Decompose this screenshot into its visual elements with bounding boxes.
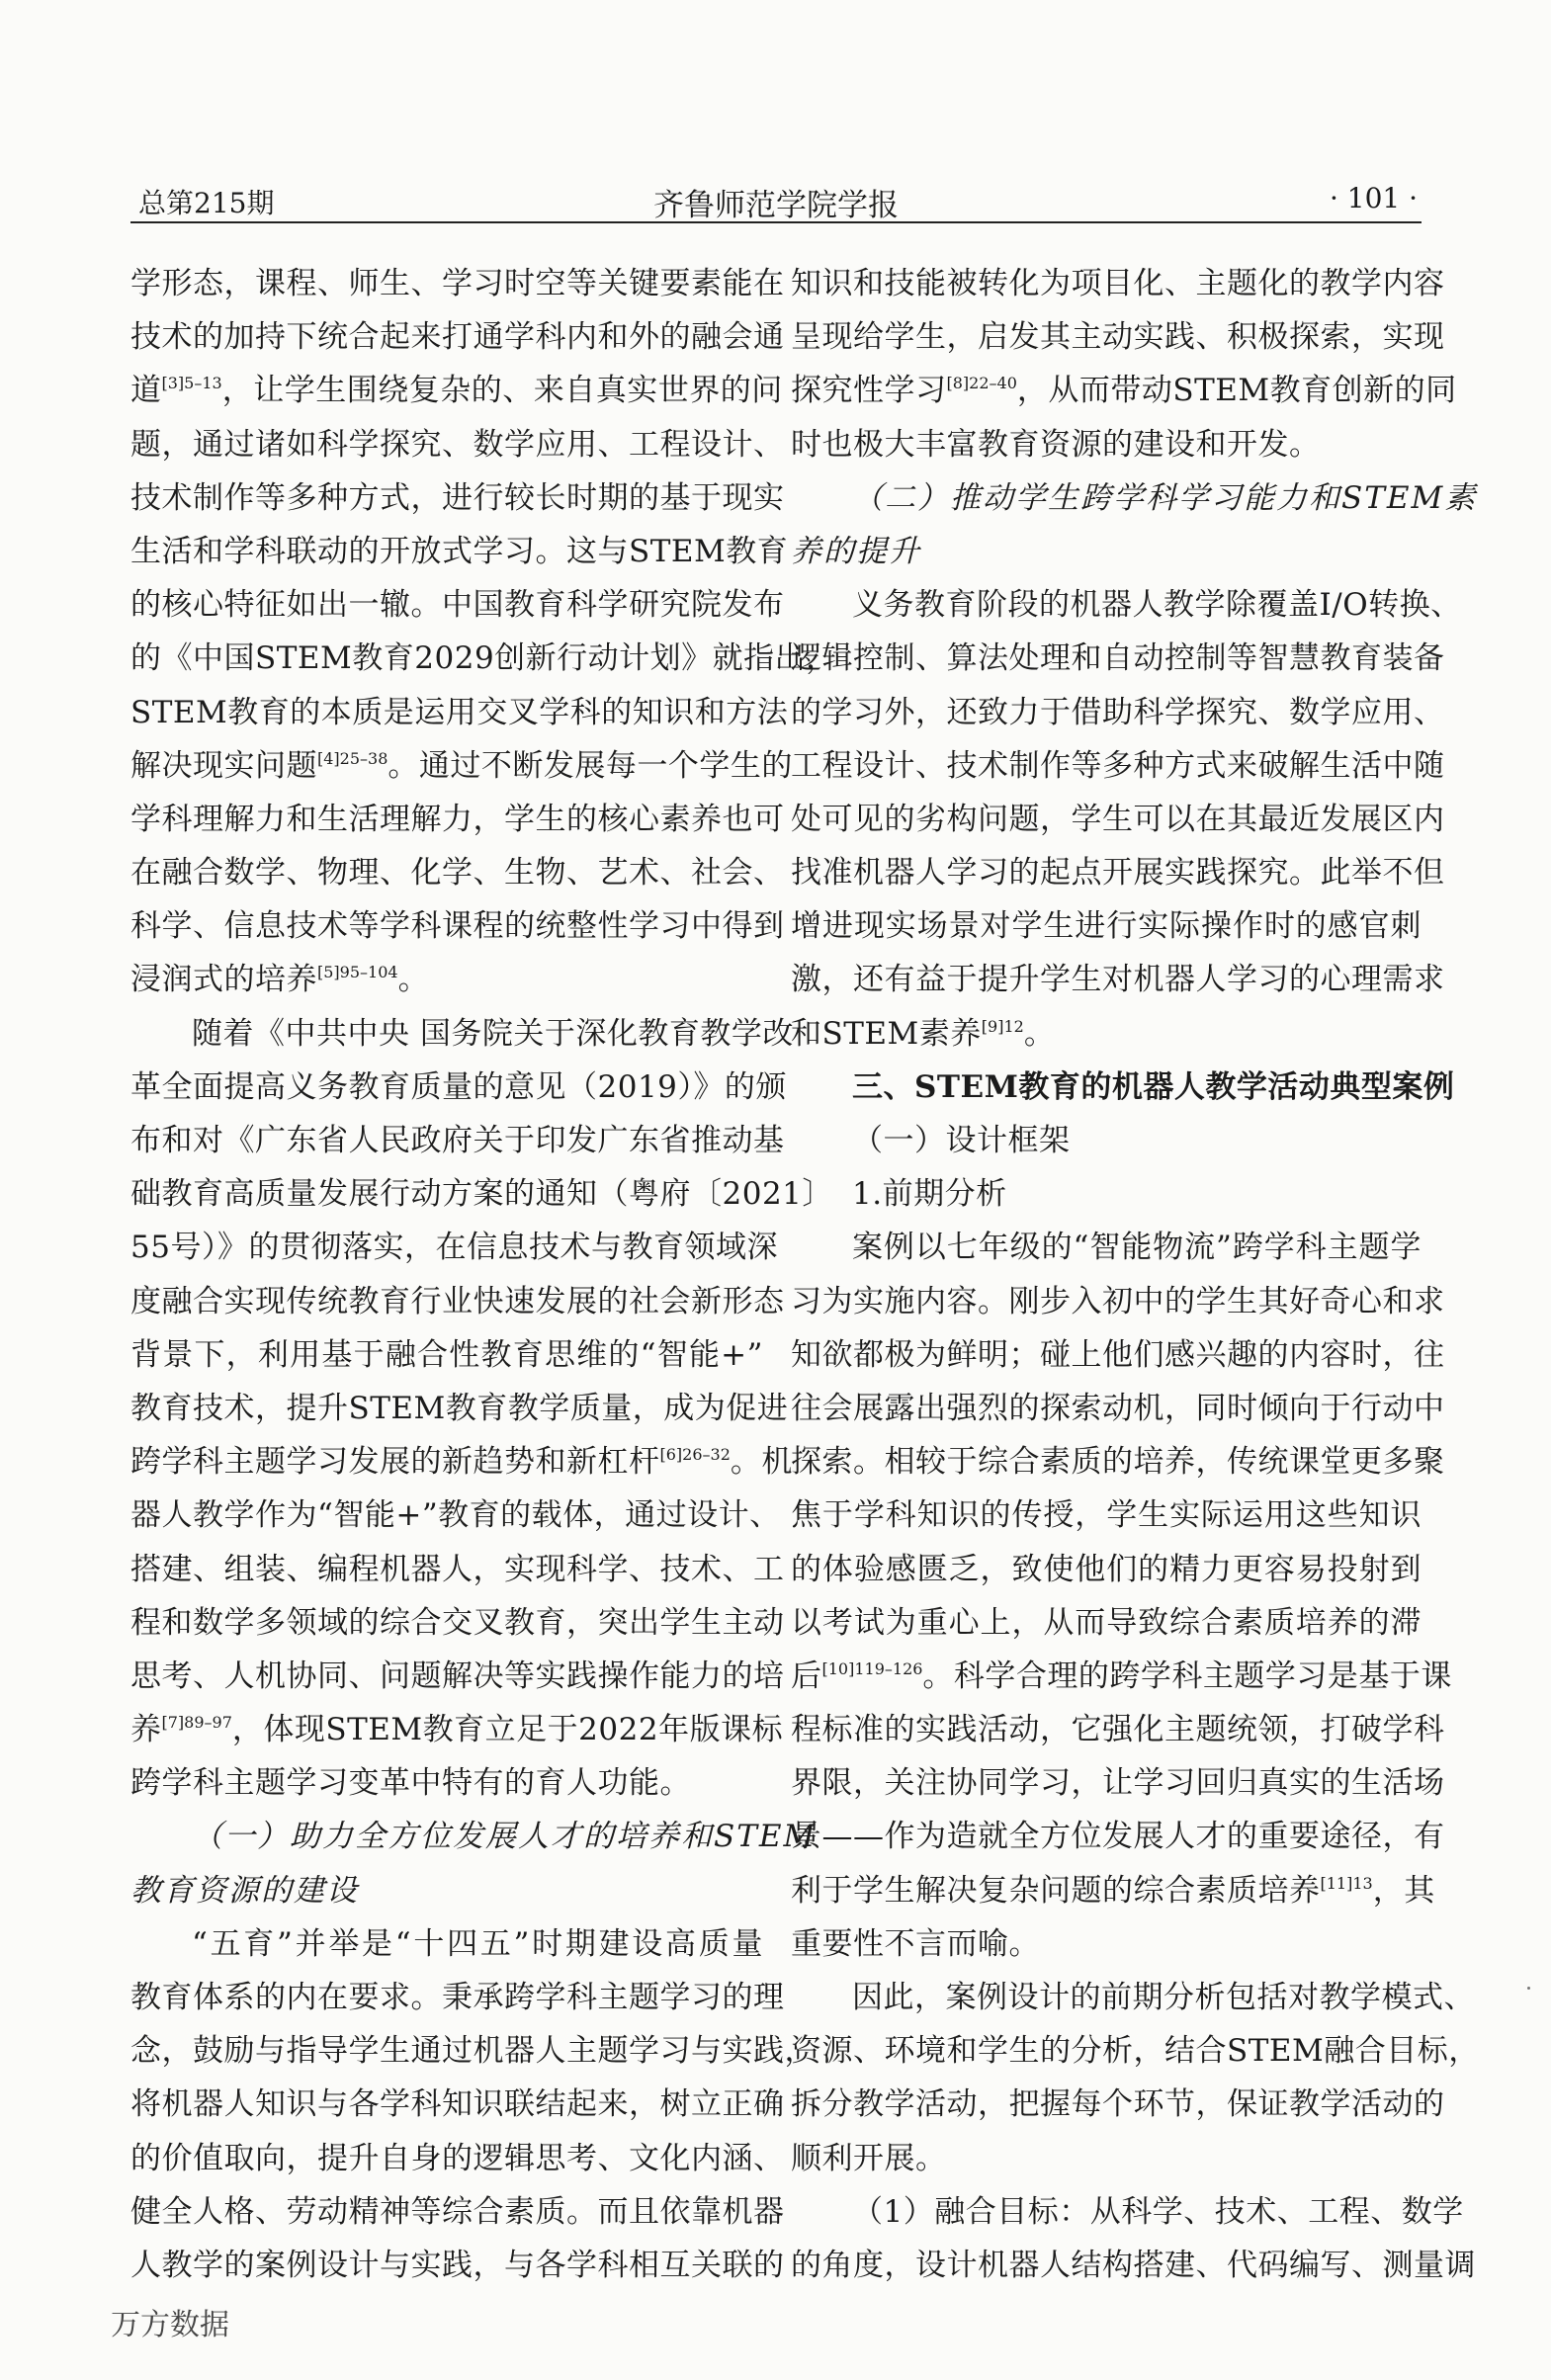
text-line [791,1703,1445,1756]
text-line [130,899,785,953]
line-text: “五育”并举是“十四五”时期建设高质量 [192,1925,763,1962]
text-line [130,1221,778,1274]
line-text-cont: 。科学合理的跨学科主题学习是基于课 [922,1658,1452,1694]
text-line [791,686,1445,739]
citation-ref: [10]119–126 [821,1658,923,1678]
text-line [791,471,1478,525]
text-line [791,899,1422,953]
line-text: 学形态，课程、师生、学习时空等关键要素能在 [130,266,785,301]
text-line [791,1971,1475,2024]
line-text: 背景下，利用基于融合性教育思维的“智能+” [130,1336,763,1373]
text-line [130,257,785,310]
line-text: （一）助力全方位发展人才的培养和STEM [192,1819,818,1855]
text-line [130,1061,787,1114]
running-header [130,178,1422,223]
line-text: 资源、环境和学生的分析，结合STEM融合目标， [791,2033,1480,2070]
line-text: 教育资源的建设 [130,1872,359,1909]
line-text: 念，鼓励与指导学生通过机器人主题学习与实践， [130,2033,816,2070]
text-line [791,953,1445,1006]
line-text: 逻辑控制、算法处理和自动控制等智慧教育装备 [791,640,1445,677]
line-text: 三、STEM教育的机器人教学活动典型案例 [852,1068,1455,1105]
text-line [791,310,1445,364]
text-line [791,1435,1445,1488]
citation-ref: [9]12 [981,1016,1024,1036]
line-text: 础教育高质量发展行动方案的通知（粤府〔2021〕 [130,1176,833,1213]
line-text: 重要性不言而喻。 [791,1925,1040,1962]
text-line [130,2132,785,2185]
text-line [791,1221,1422,1274]
line-text-cont: 。 [1023,1015,1056,1052]
text-line [130,953,763,1006]
line-text: 因此，案例设计的前期分析包括对教学模式、 [852,1980,1475,2015]
line-text: （一）设计框架 [852,1123,1071,1158]
text-line [130,632,837,685]
text-line [130,793,785,846]
text-line [130,1167,833,1221]
text-line [130,1971,785,2024]
line-text: 义务教育阶段的机器人教学除覆盖I/O转换、 [852,587,1462,624]
line-text: 道 [130,373,162,409]
text-line [130,1650,785,1703]
line-text: 浸润式的培养 [130,962,317,998]
text-line [791,1382,1445,1435]
text-line [791,1114,1422,1167]
line-text: 布和对《广东省人民政府关于印发广东省推动基 [130,1123,785,1158]
text-line [791,1488,1422,1542]
line-text: 拆分教学活动，把握每个环节，保证教学活动的 [791,2086,1445,2123]
journal-title: 齐鲁师范学院学报 [653,188,899,223]
line-text: 搭建、组装、编程机器人，实现科学、技术、工 [130,1551,785,1587]
line-text-cont: 。 [397,962,430,998]
line-text: 教育体系的内在要求。秉承跨学科主题学习的理 [130,1980,785,2015]
text-line [791,2239,1476,2292]
text-line [791,1543,1422,1596]
line-text: 跨学科主题学习发展的新趋势和新杠杆 [130,1444,660,1481]
text-line [791,364,1457,417]
line-text: 科学、信息技术等学科课程的统整性学习中得到 [130,908,785,945]
citation-ref: [4]25–38 [317,748,388,768]
text-line [130,2078,785,2131]
page-number: · 101 · [1329,182,1418,214]
line-text-cont: ，让学生围绕复杂的、来自真实世界的问 [221,373,783,409]
line-text: 的学习外，还致力于借助科学探究、数学应用、 [791,694,1445,730]
text-line [130,1488,781,1542]
line-text: 1.前期分析 [852,1176,1007,1213]
text-line [791,1167,1422,1221]
text-line [130,1810,818,1863]
line-text: 教育技术，提升STEM教育教学质量，成为促进 [130,1390,789,1426]
line-text-cont: 。通过不断发展每一个学生的 [388,747,793,784]
line-text: 案例以七年级的“智能物流”跨学科主题学 [852,1230,1422,1266]
text-line [791,739,1445,793]
text-line [791,578,1462,632]
line-text-cont: ，其 [1372,1872,1435,1909]
line-text: 探究性学习 [791,373,947,409]
line-text-cont: ，从而带动STEM教育创新的同 [1016,373,1457,409]
line-text: 养 [130,1712,162,1748]
line-text: 的价值取向，提升自身的逻辑思考、文化内涵、 [130,2140,785,2176]
line-text: 利于学生解决复杂问题的综合素质培养 [791,1872,1321,1909]
text-line [130,2024,816,2078]
line-text: 的体验感匮乏，致使他们的精力更容易投射到 [791,1551,1422,1587]
text-line [130,1435,793,1488]
citation-ref: [3]5–13 [161,374,222,393]
line-text: 找准机器人学习的起点开展实践探究。此举不但 [791,855,1445,892]
text-line [130,578,785,632]
line-text: （1）融合目标：从科学、技术、工程、数学 [852,2193,1464,2230]
line-text: 的核心特征如出一辙。中国教育科学研究院发布 [130,587,785,624]
line-text: 题，通过诸如科学探究、数学应用、工程设计、 [130,426,785,463]
citation-ref: [5]95–104 [317,963,398,982]
text-line [130,471,785,525]
line-text: 器人教学作为“智能+”教育的载体，通过设计、 [130,1497,781,1534]
line-text: 习为实施内容。刚步入初中的学生其好奇心和求 [791,1283,1445,1319]
line-text-cont: 。机 [730,1444,793,1481]
line-text: 人教学的案例设计与实践，与各学科相互关联的 [130,2247,785,2283]
text-line [130,310,785,364]
text-line [130,2239,785,2292]
text-line [791,1864,1435,1917]
line-text: 革全面提高义务教育质量的意见（2019）》的颁 [130,1068,787,1105]
line-text: 思考、人机协同、问题解决等实践操作能力的培 [130,1658,785,1694]
line-text-cont: ，体现STEM教育立足于2022年版课标 [231,1712,784,1748]
scan-speck [1527,1987,1530,1990]
line-text: 的《中国STEM教育2029创新行动计划》就指出， [130,640,837,677]
text-line [130,686,789,739]
citation-ref: [11]13 [1320,1873,1373,1893]
line-text: 焦于学科知识的传授，学生实际运用这些知识 [791,1497,1422,1534]
line-text: 后 [791,1658,822,1694]
text-line [791,1007,1422,1061]
text-line [130,846,785,899]
line-text: 工程设计、技术制作等多种方式来破解生活中随 [791,747,1445,784]
line-text: 解决现实问题 [130,747,317,784]
text-line [791,2024,1480,2078]
text-line [130,1328,763,1382]
line-text: （二）推动学生跨学科学习能力和STEM素 [852,479,1478,516]
text-line [130,525,789,578]
text-line [791,418,1422,471]
line-text: 生活和学科联动的开放式学习。这与STEM教育 [130,533,789,569]
citation-ref: [8]22–40 [946,374,1017,393]
text-line [791,846,1445,899]
text-line [791,257,1445,310]
text-line [791,1650,1452,1703]
line-text: 在融合数学、物理、化学、生物、艺术、社会、 [130,855,785,892]
line-text: 学科理解力和生活理解力，学生的核心素养也可 [130,801,785,837]
line-text: 知识和技能被转化为项目化、主题化的教学内容 [791,266,1445,301]
text-line [791,2132,1422,2185]
line-text: 和STEM素养 [791,1015,982,1052]
text-line [791,1596,1422,1650]
text-line [130,1382,789,1435]
line-text: 增进现实场景对学生进行实际操作时的感官刺 [791,908,1422,945]
line-text: 55号）》的贯彻落实，在信息技术与教育领域深 [130,1230,778,1266]
text-line [791,632,1445,685]
text-line [130,1864,763,1917]
text-line [791,525,1422,578]
issue-number: 总第215期 [138,187,275,219]
line-text: 程和数学多领域的综合交叉教育，突出学生主动 [130,1604,785,1641]
line-text: 的角度，设计机器人结构搭建、代码编写、测量调 [791,2247,1476,2283]
line-text: 往会展露出强烈的探索动机，同时倾向于行动中 [791,1390,1445,1426]
text-line [130,1007,794,1061]
line-text: 跨学科主题学习变革中特有的育人功能。 [130,1765,691,1802]
line-text: 技术的加持下统合起来打通学科内和外的融会通 [130,319,785,356]
text-line [791,1328,1445,1382]
text-line [130,2185,785,2239]
line-text: 界限，关注协同学习，让学习回归真实的生活场 [791,1765,1445,1802]
line-text: 随着《中共中央 国务院关于深化教育教学改 [192,1015,794,1052]
line-text: 健全人格、劳动精神等综合素质。而且依靠机器 [130,2193,785,2230]
text-line [130,739,793,793]
line-text: 时也极大丰富教育资源的建设和开发。 [791,426,1321,463]
line-text: 程标准的实践活动，它强化主题统领，打破学科 [791,1712,1445,1748]
text-line [791,2185,1464,2239]
text-line [791,793,1445,846]
text-line [791,1917,1422,1971]
line-text: STEM教育的本质是运用交叉学科的知识和方法 [130,694,789,730]
line-text: 景——作为造就全方位发展人才的重要途径，有 [791,1819,1445,1855]
text-line [130,1596,785,1650]
text-line [791,1756,1445,1810]
source-watermark: 万方数据 [111,2308,229,2342]
text-line [130,1114,785,1167]
line-text: 知欲都极为鲜明；碰上他们感兴趣的内容时，往 [791,1336,1445,1373]
line-text: 处可见的劣构问题，学生可以在其最近发展区内 [791,801,1445,837]
citation-ref: [7]89–97 [161,1713,232,1733]
left-column [130,257,837,2292]
right-column [791,257,1480,2292]
line-text: 探索。相较于综合素质的培养，传统课堂更多聚 [791,1444,1445,1481]
line-text: 将机器人知识与各学科知识联结起来，树立正确 [130,2086,785,2123]
text-line [791,1275,1445,1328]
text-line [130,1756,763,1810]
line-text: 呈现给学生，启发其主动实践、积极探索，实现 [791,319,1445,356]
citation-ref: [6]26–32 [659,1445,731,1465]
text-line [791,1810,1445,1863]
line-text: 度融合实现传统教育行业快速发展的社会新形态 [130,1283,785,1319]
text-line [791,1061,1455,1114]
text-line [130,1543,785,1596]
text-line [130,1703,784,1756]
text-line [130,418,785,471]
text-line [130,364,783,417]
text-line [130,1275,785,1328]
text-line [791,2078,1445,2131]
line-text: 技术制作等多种方式，进行较长时期的基于现实 [130,479,785,516]
line-text: 以考试为重心上，从而导致综合素质培养的滞 [791,1604,1422,1641]
line-text: 养的提升 [791,533,921,569]
line-text: 激，还有益于提升学生对机器人学习的心理需求 [791,962,1445,998]
text-line [130,1917,763,1971]
line-text: 顺利开展。 [791,2140,947,2176]
